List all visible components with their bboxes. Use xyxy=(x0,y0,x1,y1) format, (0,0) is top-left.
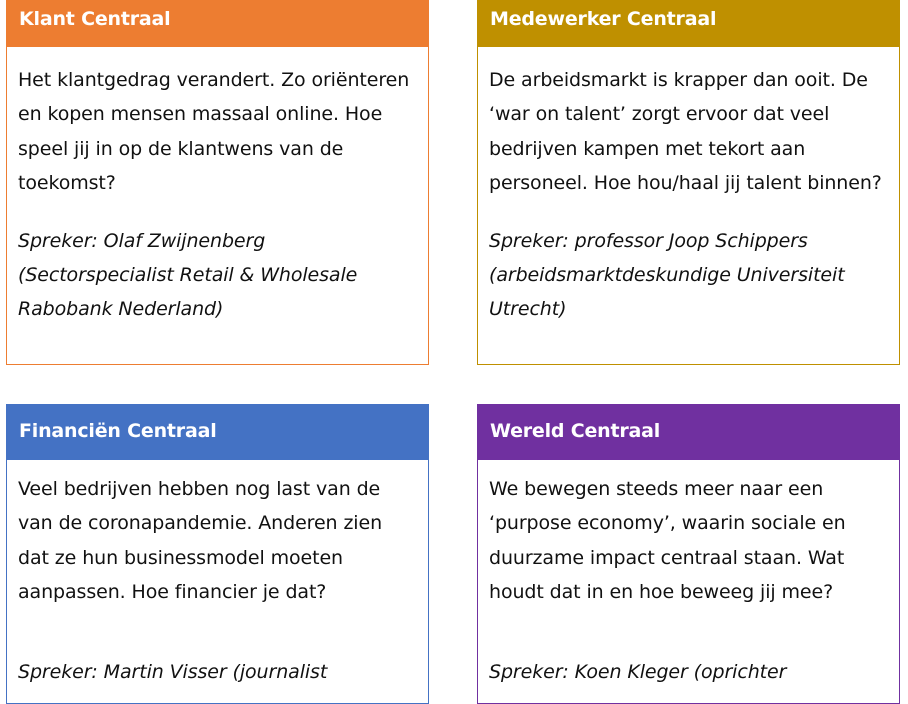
card-title: Financiën Centraal xyxy=(7,405,428,460)
card-medewerker-centraal xyxy=(477,0,900,365)
card-title: Klant Centraal xyxy=(7,0,428,47)
card-body xyxy=(478,460,899,703)
card-speaker: Spreker: Martin Visser (journalist xyxy=(18,661,328,683)
card-description: Het klantgedrag verandert. Zo oriënteren en kopen mensen massaal online. Hoe speel jij in op de klantwens van de toekomst? xyxy=(18,69,410,195)
card-body xyxy=(478,47,899,341)
card-description: De arbeidsmarkt is krapper dan ooit. De ‘war on talent’ zorgt ervoor dat veel bedrijven kampen met tekort aan personeel. Hoe hou/haal jij talent binnen? xyxy=(489,69,882,195)
card-speaker: Spreker: Olaf Zwijnenberg (Sectorspecialist Retail & Wholesale Rabobank Nederland) xyxy=(18,229,358,321)
card-description: Veel bedrijven hebben nog last van de van de coronapandemie. Anderen zien dat ze hun businessmodel moeten aanpassen. Hoe financier je dat? xyxy=(18,478,383,604)
card-body xyxy=(7,460,428,703)
card-speaker: Spreker: Koen Kleger (oprichter xyxy=(489,661,787,683)
card-description: We bewegen steeds meer naar een ‘purpose economy’, waarin sociale en duurzame impact centraal staan. Wat houdt dat in en hoe beweeg jij mee? xyxy=(489,478,846,604)
card-financien-centraal xyxy=(6,404,429,704)
card-klant-centraal xyxy=(6,0,429,365)
card-title: Wereld Centraal xyxy=(478,405,899,460)
card-title: Medewerker Centraal xyxy=(478,0,899,47)
card-speaker: Spreker: professor Joop Schippers (arbeidsmarktdeskundige Universiteit Utrecht) xyxy=(489,229,845,321)
card-body xyxy=(7,47,428,341)
card-wereld-centraal xyxy=(477,404,900,704)
